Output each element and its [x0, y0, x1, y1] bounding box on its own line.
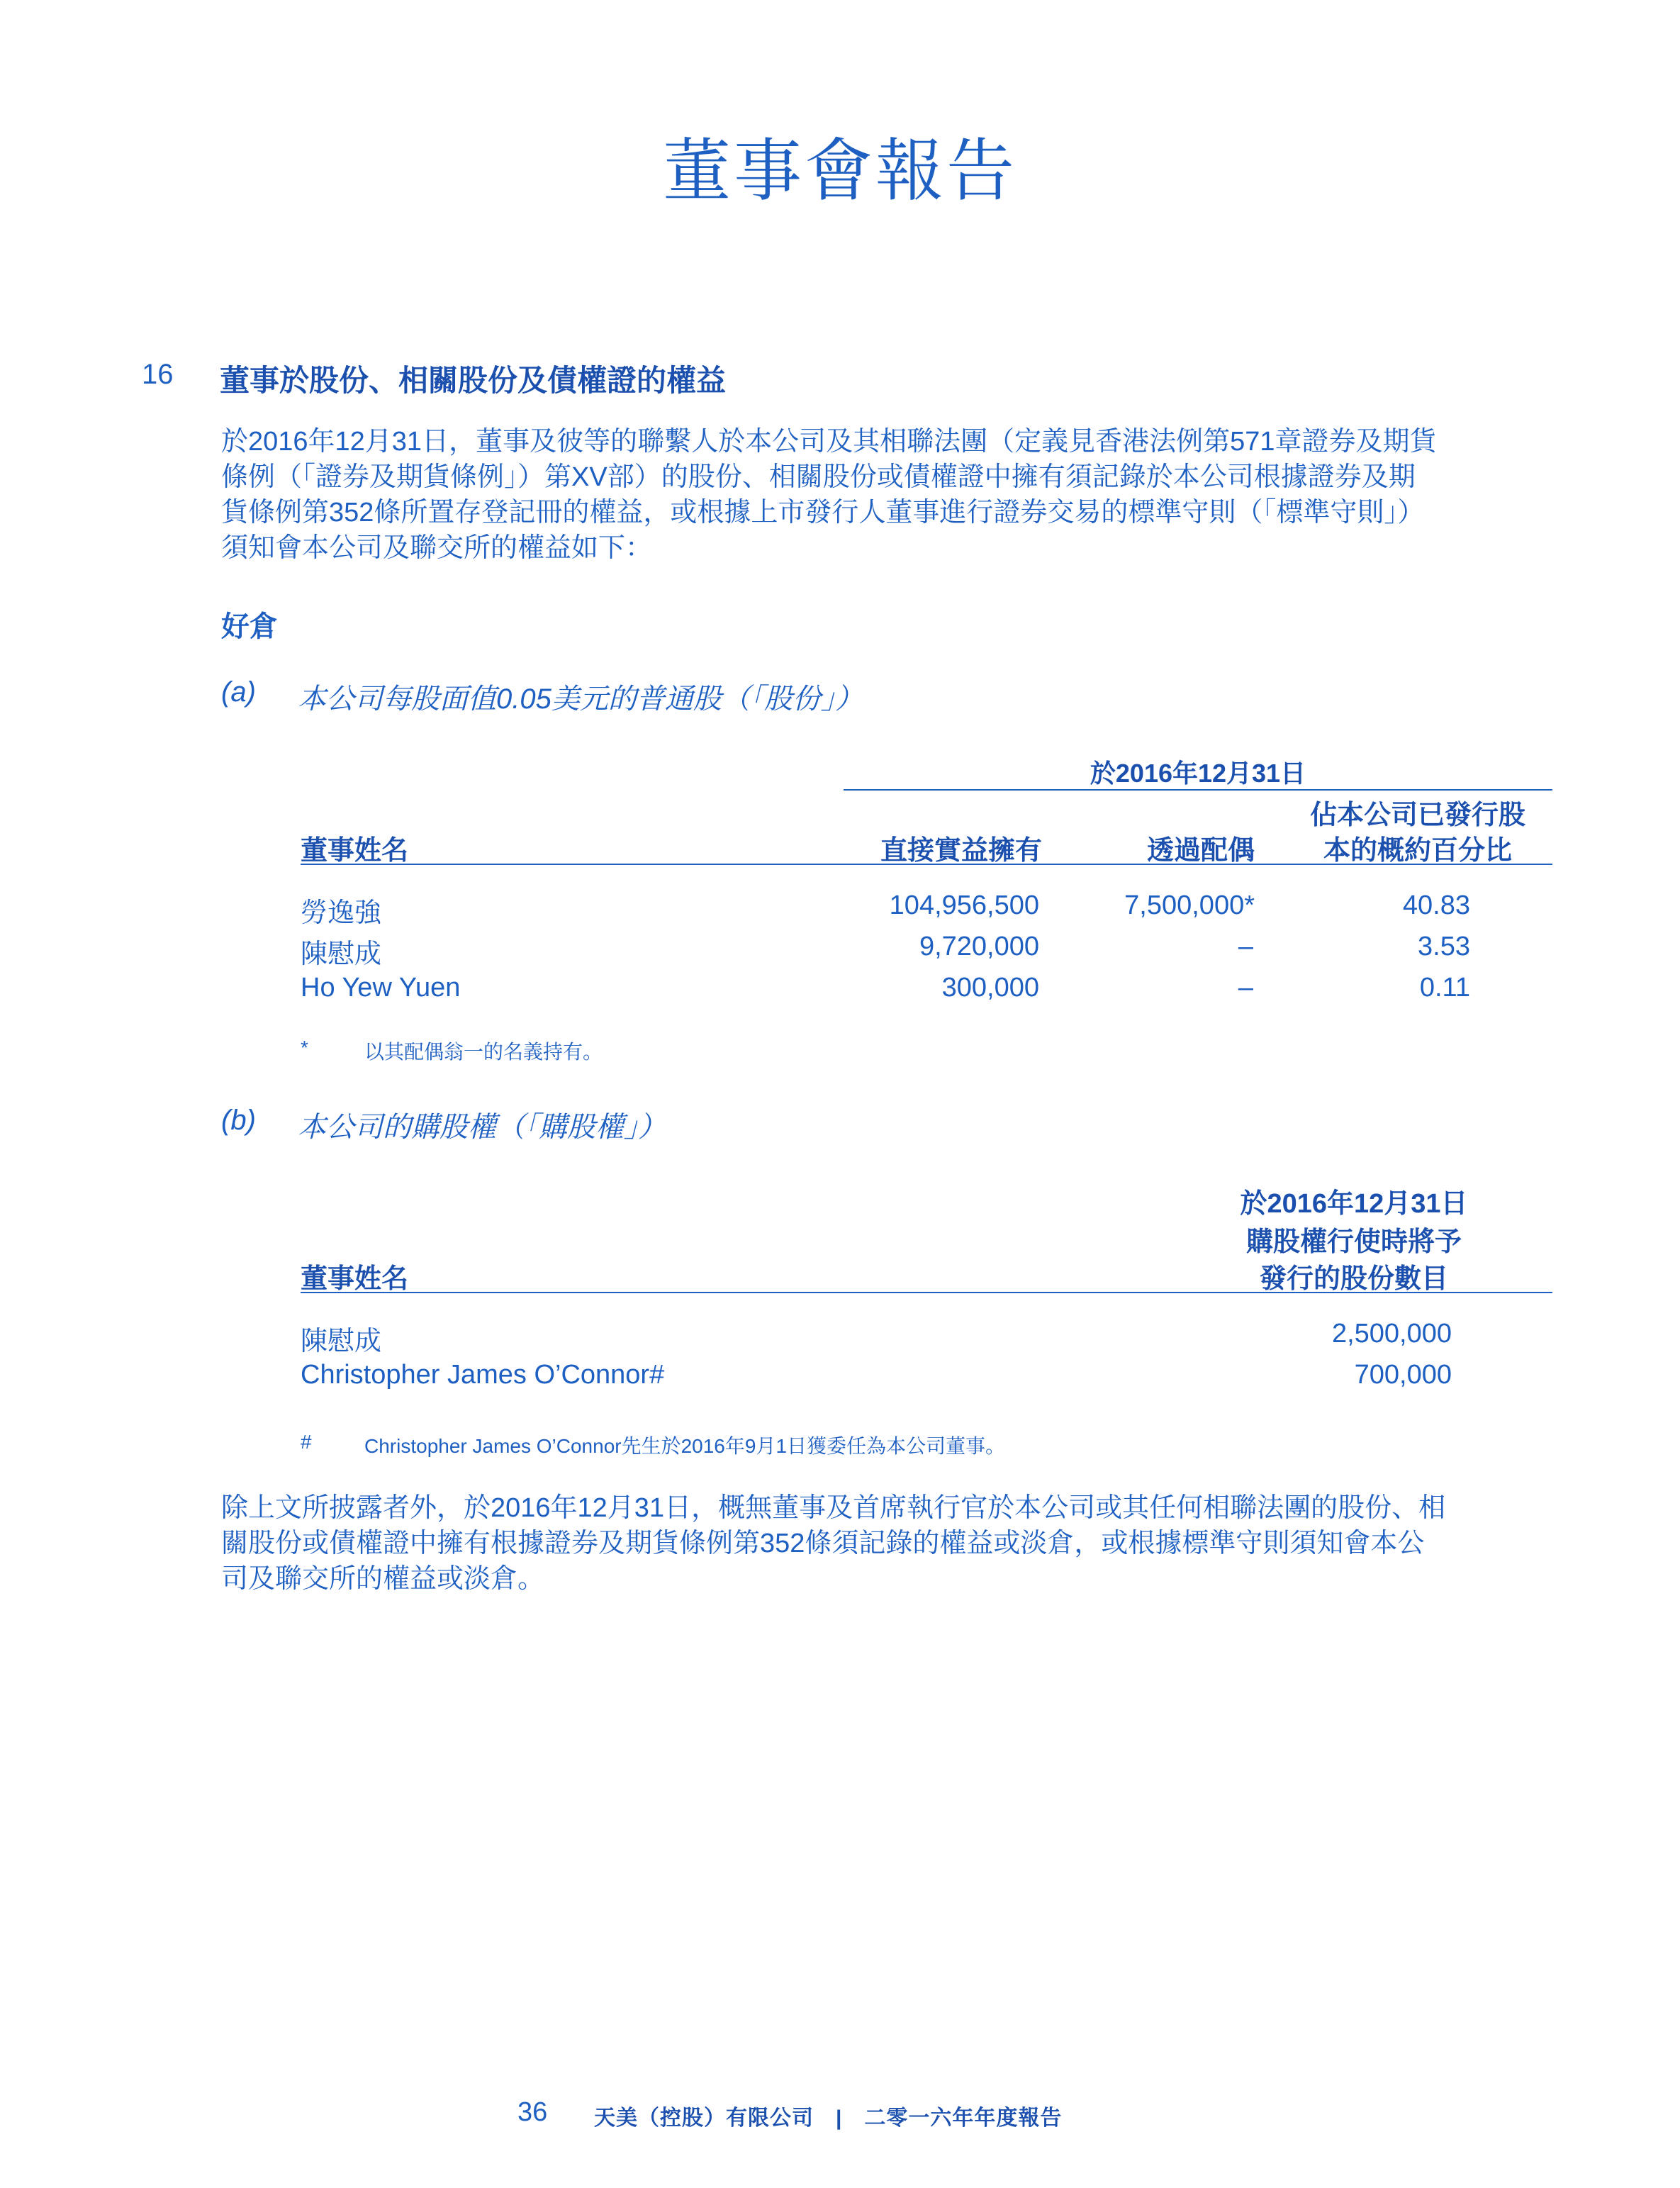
table-row-name: 陳慰成	[301, 1327, 382, 1356]
part-b-header-rule	[301, 1292, 1552, 1293]
footer-text: 天美（控股）有限公司 | 二零一六年年度報告	[594, 2106, 1063, 2130]
part-b-col-line2: 購股權行使時將予	[1245, 1227, 1462, 1257]
part-b-note-text: Christopher James O’Connor先生於2016年9月1日獲委任為本公司董事。	[364, 1435, 1006, 1457]
part-b-col-line3: 發行的股份數目	[1259, 1264, 1448, 1294]
part-b-title: 本公司的購股權（「購股權」）	[298, 1112, 666, 1143]
section-number: 16	[142, 359, 174, 390]
table-row-name: 陳慰成	[301, 939, 382, 969]
part-b-col-name: 董事姓名	[301, 1264, 409, 1294]
closing-line: 除上文所披露者外，於2016年12月31日，概無董事及首席執行官於本公司或其任何相聯法團的股份、相	[221, 1493, 1446, 1523]
part-a-label: (a)	[221, 676, 256, 708]
table-row-pct: 40.83	[1402, 891, 1470, 920]
page-title: 董事會報告	[663, 133, 1017, 209]
table-row-direct: 9,720,000	[919, 932, 1039, 961]
intro-line: 條例（「證券及期貨條例」）第XV部）的股份、相關股份或債權證中擁有須記錄於本公司根據證券及期	[221, 462, 1416, 492]
table-row-pct: 0.11	[1419, 973, 1470, 1003]
part-a-group-rule	[844, 789, 1552, 791]
table-row-direct: 104,956,500	[889, 891, 1039, 920]
part-a-note-text: 以其配偶翁一的名義持有。	[364, 1041, 603, 1063]
closing-line: 關股份或債權證中擁有根據證券及期貨條例第352條須記錄的權益或淡倉，或根據標準守則須知會本公	[221, 1529, 1425, 1558]
intro-line: 貨條例第352條所置存登記冊的權益，或根據上市發行人董事進行證券交易的標準守則（「標準守則」）	[221, 498, 1425, 528]
part-b-col-line1: 於2016年12月31日	[1240, 1189, 1468, 1219]
table-row-name: 勞逸強	[301, 898, 382, 928]
table-row-spouse: 7,500,000*	[1124, 891, 1255, 920]
closing-paragraph	[221, 1490, 1554, 1597]
table-row-name: Christopher James O’Connor#	[301, 1360, 665, 1390]
section-title: 董事於股份、相關股份及債權證的權益	[220, 364, 727, 397]
part-a-title: 本公司每股面值0.05美元的普通股（「股份」）	[298, 683, 863, 715]
part-a-col-direct: 直接實益擁有	[880, 836, 1042, 866]
table-row-value: 2,500,000	[1331, 1319, 1452, 1349]
part-a-col-pct-line1: 佔本公司已發行股	[1309, 800, 1525, 830]
intro-line: 於2016年12月31日，董事及彼等的聯繫人於本公司及其相聯法團（定義見香港法例第571章證券及期貨	[221, 427, 1437, 457]
table-row-value: 700,000	[1354, 1360, 1452, 1390]
part-a-col-spouse: 透過配偶	[1146, 836, 1255, 866]
part-b-note-mark: #	[301, 1431, 312, 1453]
table-row-spouse: –	[1238, 973, 1253, 1003]
intro-paragraph	[221, 424, 1554, 566]
intro-line: 須知會本公司及聯交所的權益如下：	[221, 533, 653, 563]
page-number: 36	[517, 2097, 548, 2127]
part-a-group-header: 於2016年12月31日	[1090, 759, 1306, 788]
table-row-direct: 300,000	[941, 973, 1039, 1003]
table-row-name: Ho Yew Yuen	[301, 973, 461, 1003]
part-a-note-mark: *	[301, 1037, 308, 1059]
table-row-pct: 3.53	[1418, 932, 1470, 961]
part-a-col-pct-line2: 本的概約百分比	[1323, 836, 1512, 866]
long-position-subhead: 好倉	[221, 611, 278, 642]
table-row-spouse: –	[1238, 932, 1253, 961]
part-a-header-rule	[301, 864, 1552, 865]
closing-line: 司及聯交所的權益或淡倉。	[221, 1564, 545, 1594]
part-a-col-name: 董事姓名	[301, 836, 409, 866]
part-b-label: (b)	[221, 1105, 256, 1136]
